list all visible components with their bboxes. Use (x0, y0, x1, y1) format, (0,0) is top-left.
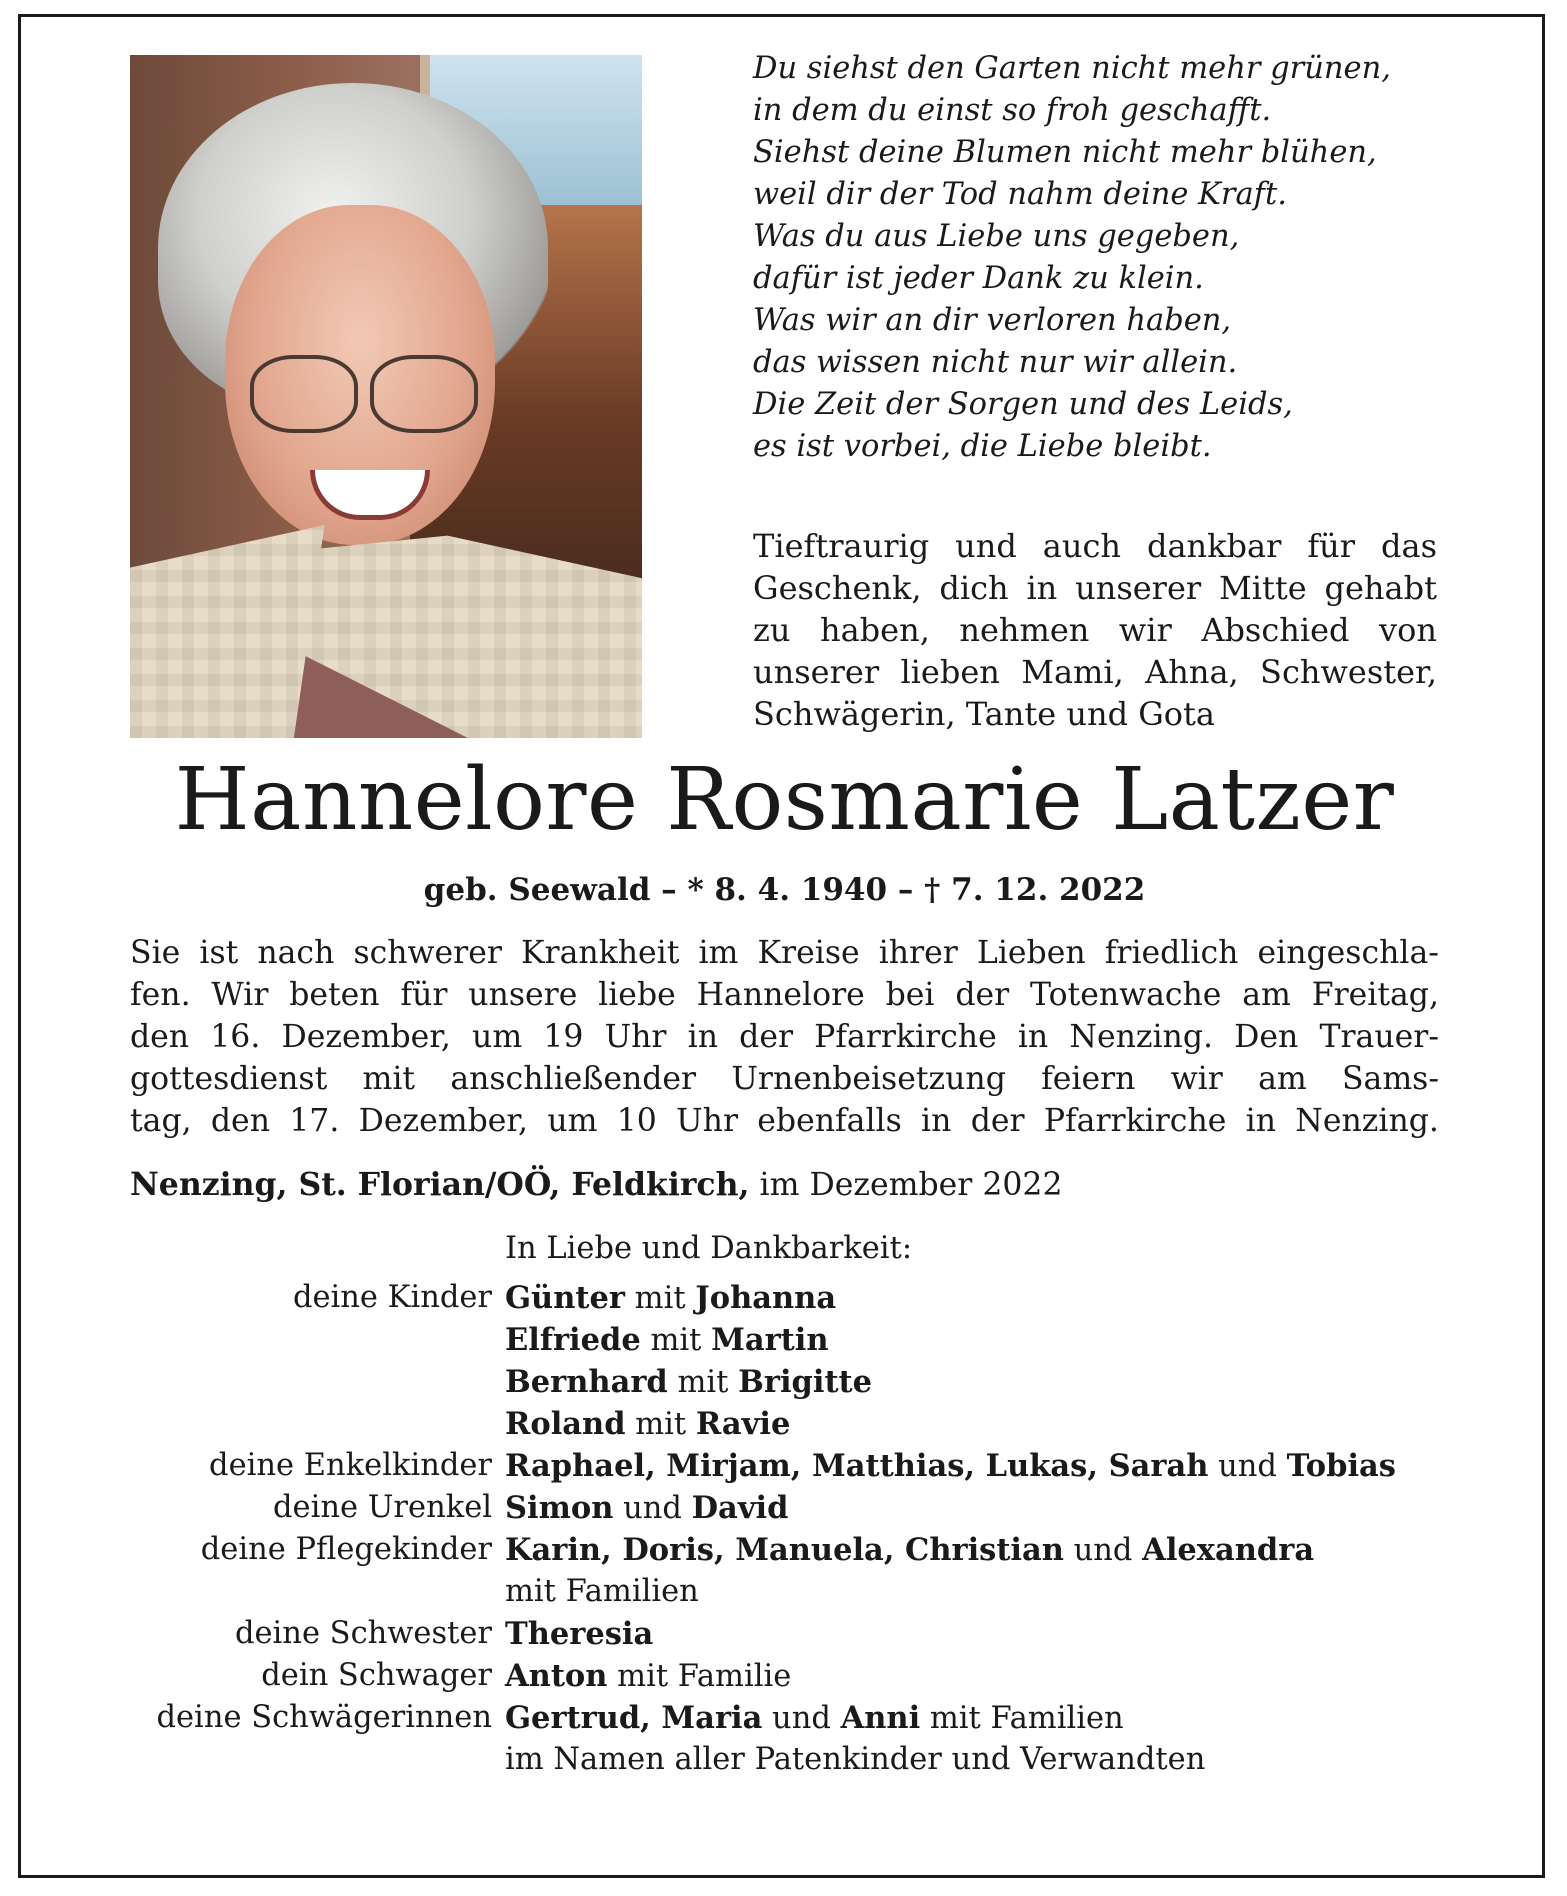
mourner-names (505, 1739, 1510, 1781)
word: unsere (468, 977, 578, 1013)
mourner-relation: deine Kinder (292, 1280, 492, 1315)
word: Dezember, (358, 1103, 529, 1139)
word: Totenwache (1030, 977, 1222, 1013)
mourner-names (505, 1487, 1510, 1529)
mourner-name: Anni (840, 1700, 921, 1736)
mourner-names (505, 1403, 1510, 1445)
mourner-names (505, 1697, 1510, 1739)
place-date-line (130, 1164, 1063, 1206)
connector-text: mit (625, 1407, 696, 1442)
connector-text: mit Familien (920, 1701, 1124, 1736)
mourner-names (505, 1655, 1510, 1697)
mourner-row (130, 1277, 1510, 1319)
word: in (687, 1019, 719, 1055)
word: wir (1118, 611, 1172, 649)
mourner-name: Raphael, Mirjam, Matthias, Lukas, Sarah (505, 1448, 1209, 1484)
word: der (739, 1019, 794, 1055)
word: Uhr (604, 1019, 667, 1055)
word: wir (1170, 1061, 1223, 1097)
word: im (698, 935, 739, 971)
word: in (1026, 569, 1058, 607)
mourner-row (130, 1403, 1510, 1445)
poem-line: Du siehst den Garten nicht mehr grünen, (753, 51, 1391, 86)
poem-line: in dem du einst so froh geschafft. (753, 93, 1272, 128)
word: Schwester, (1260, 653, 1437, 691)
connector-text: mit Familie (607, 1659, 792, 1694)
mourner-name: Günter (505, 1280, 625, 1316)
word: 16. (210, 1019, 261, 1055)
word: Krankheit (520, 935, 680, 971)
mourner-name: Brigitte (738, 1364, 873, 1400)
mourner-name: David (691, 1490, 789, 1526)
word: in (921, 1103, 952, 1139)
word: liebe (598, 977, 676, 1013)
mourner-name: Simon (505, 1490, 614, 1526)
word: das (1381, 527, 1437, 565)
mourner-relation (130, 1361, 505, 1403)
announcement-line (130, 1100, 1439, 1142)
mourner-names (505, 1613, 1510, 1655)
word: Pfarrkirche (1043, 1103, 1227, 1139)
word: auch (1042, 527, 1122, 565)
poem-line: Was du aus Liebe uns gegeben, (753, 219, 1240, 254)
word: anschließender (450, 1061, 697, 1097)
mourners-list (130, 1277, 1510, 1781)
announcement-line (130, 1058, 1439, 1100)
mourner-name: Theresia (505, 1616, 654, 1652)
word: mit (362, 1061, 416, 1097)
word: fen. (130, 977, 191, 1013)
connector-text: im Namen aller Patenkinder und Verwandten (505, 1742, 1206, 1777)
mourner-names (505, 1319, 1510, 1361)
poem-line: Die Zeit der Sorgen und des Leids, (753, 387, 1293, 422)
word: um (472, 1019, 523, 1055)
mourner-relation: dein Schwager (261, 1658, 492, 1693)
mourner-name: Karin, Doris, Manuela, Christian (505, 1532, 1064, 1568)
connector-text: mit Familien (505, 1574, 699, 1609)
word: friedlich (1104, 935, 1239, 971)
word: 17. (289, 1103, 340, 1139)
word: Lieben (976, 935, 1086, 971)
word: eingeschla- (1257, 935, 1439, 971)
word: und (955, 527, 1017, 565)
word: Tieftraurig (753, 527, 930, 565)
portrait-photo (130, 55, 642, 738)
mourner-row (130, 1361, 1510, 1403)
connector-text: und (613, 1491, 692, 1526)
poem-line: dafür ist jeder Dank zu klein. (753, 261, 1204, 296)
word: tag, (130, 1103, 192, 1139)
photo-glasses (370, 355, 478, 433)
word: den (130, 1019, 190, 1055)
word: von (1379, 611, 1437, 649)
mourner-relation: deine Enkelkinder (209, 1448, 492, 1483)
word: in (1017, 1019, 1049, 1055)
word: nehmen (959, 611, 1090, 649)
word: Uhr (676, 1103, 739, 1139)
poem-line: es ist vorbei, die Liebe bleibt. (753, 429, 1212, 464)
intro-line (753, 651, 1437, 693)
intro-text (753, 525, 1437, 735)
word: um (547, 1103, 598, 1139)
announcement-line (130, 932, 1439, 974)
mourner-names (505, 1361, 1510, 1403)
word: 10 (616, 1103, 657, 1139)
intro-line: Schwägerin, Tante und Gota (753, 695, 1215, 733)
word: am (1258, 1061, 1307, 1097)
word: Den (1234, 1019, 1299, 1055)
word: haben, (819, 611, 930, 649)
word: der (955, 977, 1010, 1013)
word: ebenfalls (757, 1103, 902, 1139)
word: Kreise (757, 935, 860, 971)
word: Abschied (1201, 611, 1350, 649)
word: Nenzing. (1069, 1019, 1214, 1055)
poem-line: weil dir der Tod nahm deine Kraft. (753, 177, 1287, 212)
word: den (210, 1103, 270, 1139)
word: in (1245, 1103, 1277, 1139)
mourner-row (130, 1319, 1510, 1361)
mourner-relation: deine Schwester (234, 1616, 492, 1651)
connector-text: und (762, 1701, 841, 1736)
word: Pfarrkirche (814, 1019, 997, 1055)
mourner-name: Gertrud, Maria (505, 1700, 763, 1736)
word: dich (939, 569, 1009, 607)
word: für (400, 977, 448, 1013)
word: dankbar (1146, 527, 1282, 565)
mourner-names (505, 1445, 1510, 1487)
mourner-row (130, 1739, 1510, 1781)
birth-death-dates: geb. Seewald – * 8. 4. 1940 – † 7. 12. 2022 (423, 872, 1146, 908)
mourner-relation (130, 1319, 505, 1361)
photo-glasses (250, 355, 358, 433)
word: nach (257, 935, 335, 971)
word: zu (753, 611, 791, 649)
word: unserer (1075, 569, 1202, 607)
mourner-name: Elfriede (505, 1322, 641, 1358)
poem-line: das wissen nicht nur wir allein. (753, 345, 1238, 380)
mourner-names (505, 1277, 1510, 1319)
word: für (1307, 527, 1356, 565)
poem-line: Was wir an dir verloren haben, (753, 303, 1232, 338)
mourner-name: Tobias (1286, 1448, 1396, 1484)
mourner-row (130, 1571, 1510, 1613)
mourner-row (130, 1529, 1510, 1571)
word: gehabt (1324, 569, 1437, 607)
mourner-row (130, 1445, 1510, 1487)
place-date: im Dezember 2022 (759, 1167, 1063, 1203)
closing-phrase: In Liebe und Dankbarkeit: (505, 1231, 913, 1266)
mourner-row (130, 1487, 1510, 1529)
announcement-text (130, 932, 1439, 1142)
intro-line (753, 609, 1437, 651)
word: am (1242, 977, 1291, 1013)
word: ist (199, 935, 239, 971)
word: Nenzing. (1295, 1103, 1439, 1139)
word: Freitag, (1311, 977, 1439, 1013)
poem (753, 48, 1513, 468)
intro-line (753, 525, 1437, 567)
mourner-name: Bernhard (505, 1364, 668, 1400)
word: Geschenk, (753, 569, 922, 607)
connector-text: und (1208, 1449, 1287, 1484)
mourner-name: Ravie (695, 1406, 791, 1442)
intro-line (753, 567, 1437, 609)
word: 19 (543, 1019, 584, 1055)
word: feiern (1041, 1061, 1136, 1097)
word: Sams- (1341, 1061, 1439, 1097)
word: Sie (130, 935, 181, 971)
mourner-name: Martin (711, 1322, 829, 1358)
word: Ahna, (1145, 653, 1239, 691)
connector-text: mit (640, 1323, 712, 1358)
word: Urnenbeisetzung (731, 1061, 1006, 1097)
place-locations: Nenzing, St. Florian/OÖ, Feldkirch, (130, 1166, 750, 1203)
word: Trauer- (1319, 1019, 1439, 1055)
mourner-name: Roland (505, 1406, 626, 1442)
mourner-row (130, 1613, 1510, 1655)
word: Mami, (1021, 653, 1124, 691)
mourner-relation (130, 1571, 505, 1613)
mourner-name: Anton (505, 1658, 608, 1694)
word: schwerer (353, 935, 502, 971)
mourner-relation: deine Urenkel (273, 1490, 492, 1525)
connector-text: mit (667, 1365, 739, 1400)
connector-text: mit (624, 1281, 696, 1316)
word: bei (885, 977, 935, 1013)
mourner-relation: deine Pflegekinder (200, 1532, 492, 1567)
mourner-row (130, 1697, 1510, 1739)
mourner-relation (130, 1403, 505, 1445)
mourner-relation (130, 1739, 505, 1781)
word: Dezember, (281, 1019, 451, 1055)
mourner-names (505, 1529, 1510, 1571)
poem-line: Siehst deine Blumen nicht mehr blühen, (753, 135, 1377, 170)
mourner-row (130, 1655, 1510, 1697)
word: gottesdienst (130, 1061, 328, 1097)
word: Wir (211, 977, 269, 1013)
mourner-relation: deine Schwägerinnen (156, 1700, 492, 1735)
word: der (970, 1103, 1025, 1139)
announcement-line (130, 1016, 1439, 1058)
word: ihrer (878, 935, 958, 971)
connector-text: und (1063, 1533, 1143, 1568)
mourner-name: Alexandra (1142, 1532, 1315, 1568)
word: lieben (900, 653, 1000, 691)
announcement-line (130, 974, 1439, 1016)
word: Mitte (1219, 569, 1307, 607)
word: Hannelore (696, 977, 865, 1013)
mourner-name: Johanna (695, 1280, 837, 1316)
mourner-names (505, 1571, 1510, 1613)
word: unserer (753, 653, 880, 691)
deceased-name: Hannelore Rosmarie Latzer (174, 750, 1395, 850)
word: beten (289, 977, 380, 1013)
